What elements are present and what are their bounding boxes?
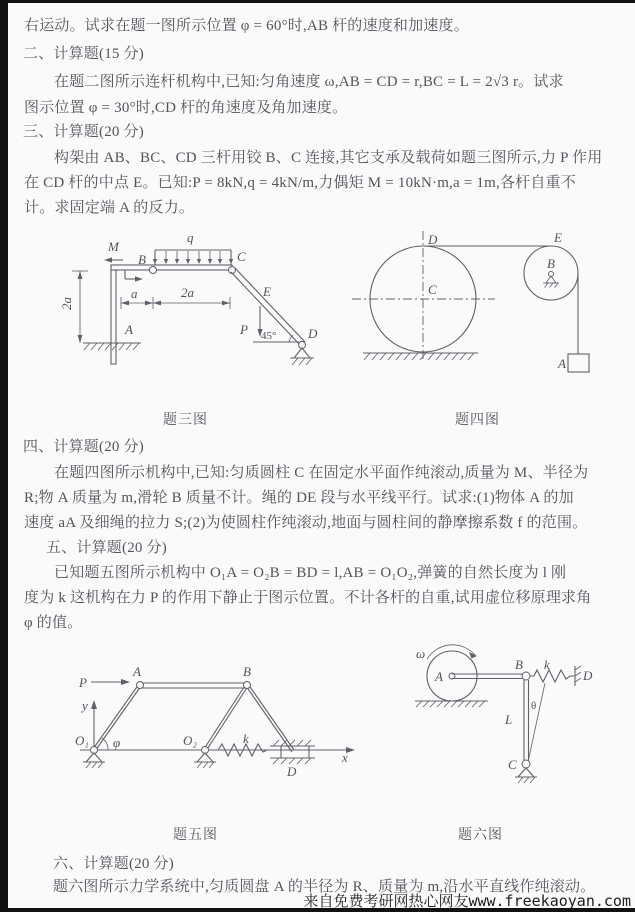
text-line-16: φ 的值。	[24, 615, 83, 631]
label-P: P	[79, 675, 87, 690]
label-C: C	[428, 282, 437, 297]
text-line-12: 速度 aA 及细绳的拉力 S;(2)为使圆柱作纯滚动,地面与圆柱间的静摩擦系数 f 的范围。	[24, 515, 588, 531]
label-y: y	[82, 698, 88, 713]
label-B: B	[138, 252, 146, 267]
label-E: E	[263, 284, 271, 299]
figure3-caption: 题三图	[163, 413, 208, 428]
section-3-heading: 三、计算题(20 分)	[23, 124, 144, 140]
rod-AB	[452, 674, 526, 679]
figure6-caption: 题六图	[458, 828, 503, 843]
omega-arrow	[427, 645, 477, 659]
label-O1: O₁	[75, 733, 89, 748]
figure-problem4-cylinder-pulley	[348, 228, 608, 428]
label-dim-2a: 2a	[181, 285, 194, 300]
pin-support-D	[290, 342, 314, 366]
slider-guide-D	[270, 740, 315, 764]
label-P: P	[240, 322, 248, 337]
pulley-pin-support	[543, 272, 559, 288]
label-B: B	[515, 657, 523, 672]
label-D: D	[428, 232, 438, 247]
label-omega: ω	[416, 646, 426, 661]
section-6-heading: 六、计算题(20 分)	[53, 856, 174, 872]
label-D: D	[287, 764, 297, 779]
section-5-heading: 五、计算题(20 分)	[46, 540, 167, 556]
bar-BO2	[204, 684, 248, 751]
ground	[415, 701, 488, 707]
label-B: B	[243, 664, 251, 679]
label-E: E	[554, 230, 562, 245]
theta-reference-line	[528, 683, 545, 762]
hinge-B	[522, 672, 530, 680]
force-P-arrow	[91, 679, 130, 685]
column-AB	[111, 265, 232, 364]
text-line-11: R;物 A 质量为 m,滑轮 B 质量不计。绳的 DE 段与水平线平行。试求:(1)物体 A 的加	[24, 490, 574, 506]
label-dim-2a-left: 2a	[59, 297, 74, 310]
hinge-A	[137, 682, 144, 689]
pin-support-C	[515, 760, 537, 783]
label-phi: φ	[113, 735, 121, 750]
label-D: D	[308, 326, 318, 341]
label-q: q	[187, 230, 194, 245]
distributed-load-q	[153, 250, 233, 265]
label-O2: O₂	[183, 733, 197, 748]
hinge-B	[150, 267, 157, 274]
block-A	[568, 354, 589, 372]
label-C: C	[237, 249, 246, 264]
text-line-7: 在 CD 杆的中点 E。已知:P = 8kN,q = 4kN/m,力偶矩 M = 10kN·m,a = 1m,各杆自重不	[24, 175, 576, 191]
bar-BD	[246, 684, 294, 752]
text-line-10: 在题四图所示机构中,已知:匀质圆柱 C 在固定水平面作纯滚动,质量为 M、半径为	[54, 465, 589, 481]
text-line-3: 在题二图所示连杆机构中,已知:匀角速度 ω,AB = CD = r,BC = L = 2√3 r。试求	[54, 74, 564, 90]
section-4-heading: 四、计算题(20 分)	[23, 439, 144, 455]
label-B: B	[547, 256, 555, 271]
ground	[363, 353, 478, 360]
text-line-15: 度为 k 这机构在力 P 的作用下静止于图示位置。不计各杆的自重,试用虚位移原理求角	[24, 590, 592, 606]
text-line-1: 右运动。试求在题一图所示位置 φ = 60°时,AB 杆的速度和加速度。	[24, 18, 469, 34]
wall-D	[575, 666, 581, 686]
bar-AB	[140, 683, 247, 688]
label-k: k	[243, 731, 249, 746]
dimension-2a-vertical	[72, 271, 88, 343]
label-A: A	[558, 356, 566, 371]
y-axis	[91, 700, 97, 746]
label-M: M	[108, 239, 119, 254]
hinge-B	[244, 682, 251, 689]
figure4-caption: 题四图	[455, 413, 500, 428]
figure-problem3-frame	[59, 228, 335, 428]
label-C: C	[508, 757, 517, 772]
label-x: x	[342, 750, 348, 765]
label-A: A	[133, 664, 141, 679]
label-A: A	[435, 669, 443, 684]
label-45deg: 45°	[261, 330, 277, 342]
text-line-6: 构架由 AB、BC、CD 三杆用铰 B、C 连接,其它支承及载荷如题三图所示,力 P 作用	[54, 150, 603, 166]
text-line-4: 图示位置 φ = 30°时,CD 杆的角速度及角加速度。	[24, 100, 348, 116]
text-line-8: 计。求固定端 A 的反力。	[24, 200, 195, 216]
text-line-18: 题六图所示力学系统中,匀质圆盘 A 的半径为 R、质量为 m,沿水平直线作纯滚动。	[53, 879, 596, 895]
text-line-14: 已知题五图所示机构中 O₁A = O₂B = BD = l,AB = O₁O₂,弹簧的自然长度为 l 刚	[54, 565, 567, 581]
figure-problem6-disc	[403, 643, 608, 793]
label-theta: θ	[531, 700, 537, 712]
label-A: A	[125, 322, 133, 337]
label-L: L	[505, 712, 513, 727]
figure-problem5-linkage	[63, 643, 363, 793]
label-k: k	[544, 657, 550, 672]
watermark: 来自免费考研网热心网友www.freekaoyan.com	[303, 892, 631, 910]
label-dim-a: a	[131, 286, 138, 301]
section-2-heading: 二、计算题(15 分)	[23, 46, 144, 62]
rod-BC	[524, 680, 529, 761]
spring	[530, 670, 574, 682]
label-D: D	[583, 668, 593, 683]
figure5-caption: 题五图	[173, 828, 218, 843]
